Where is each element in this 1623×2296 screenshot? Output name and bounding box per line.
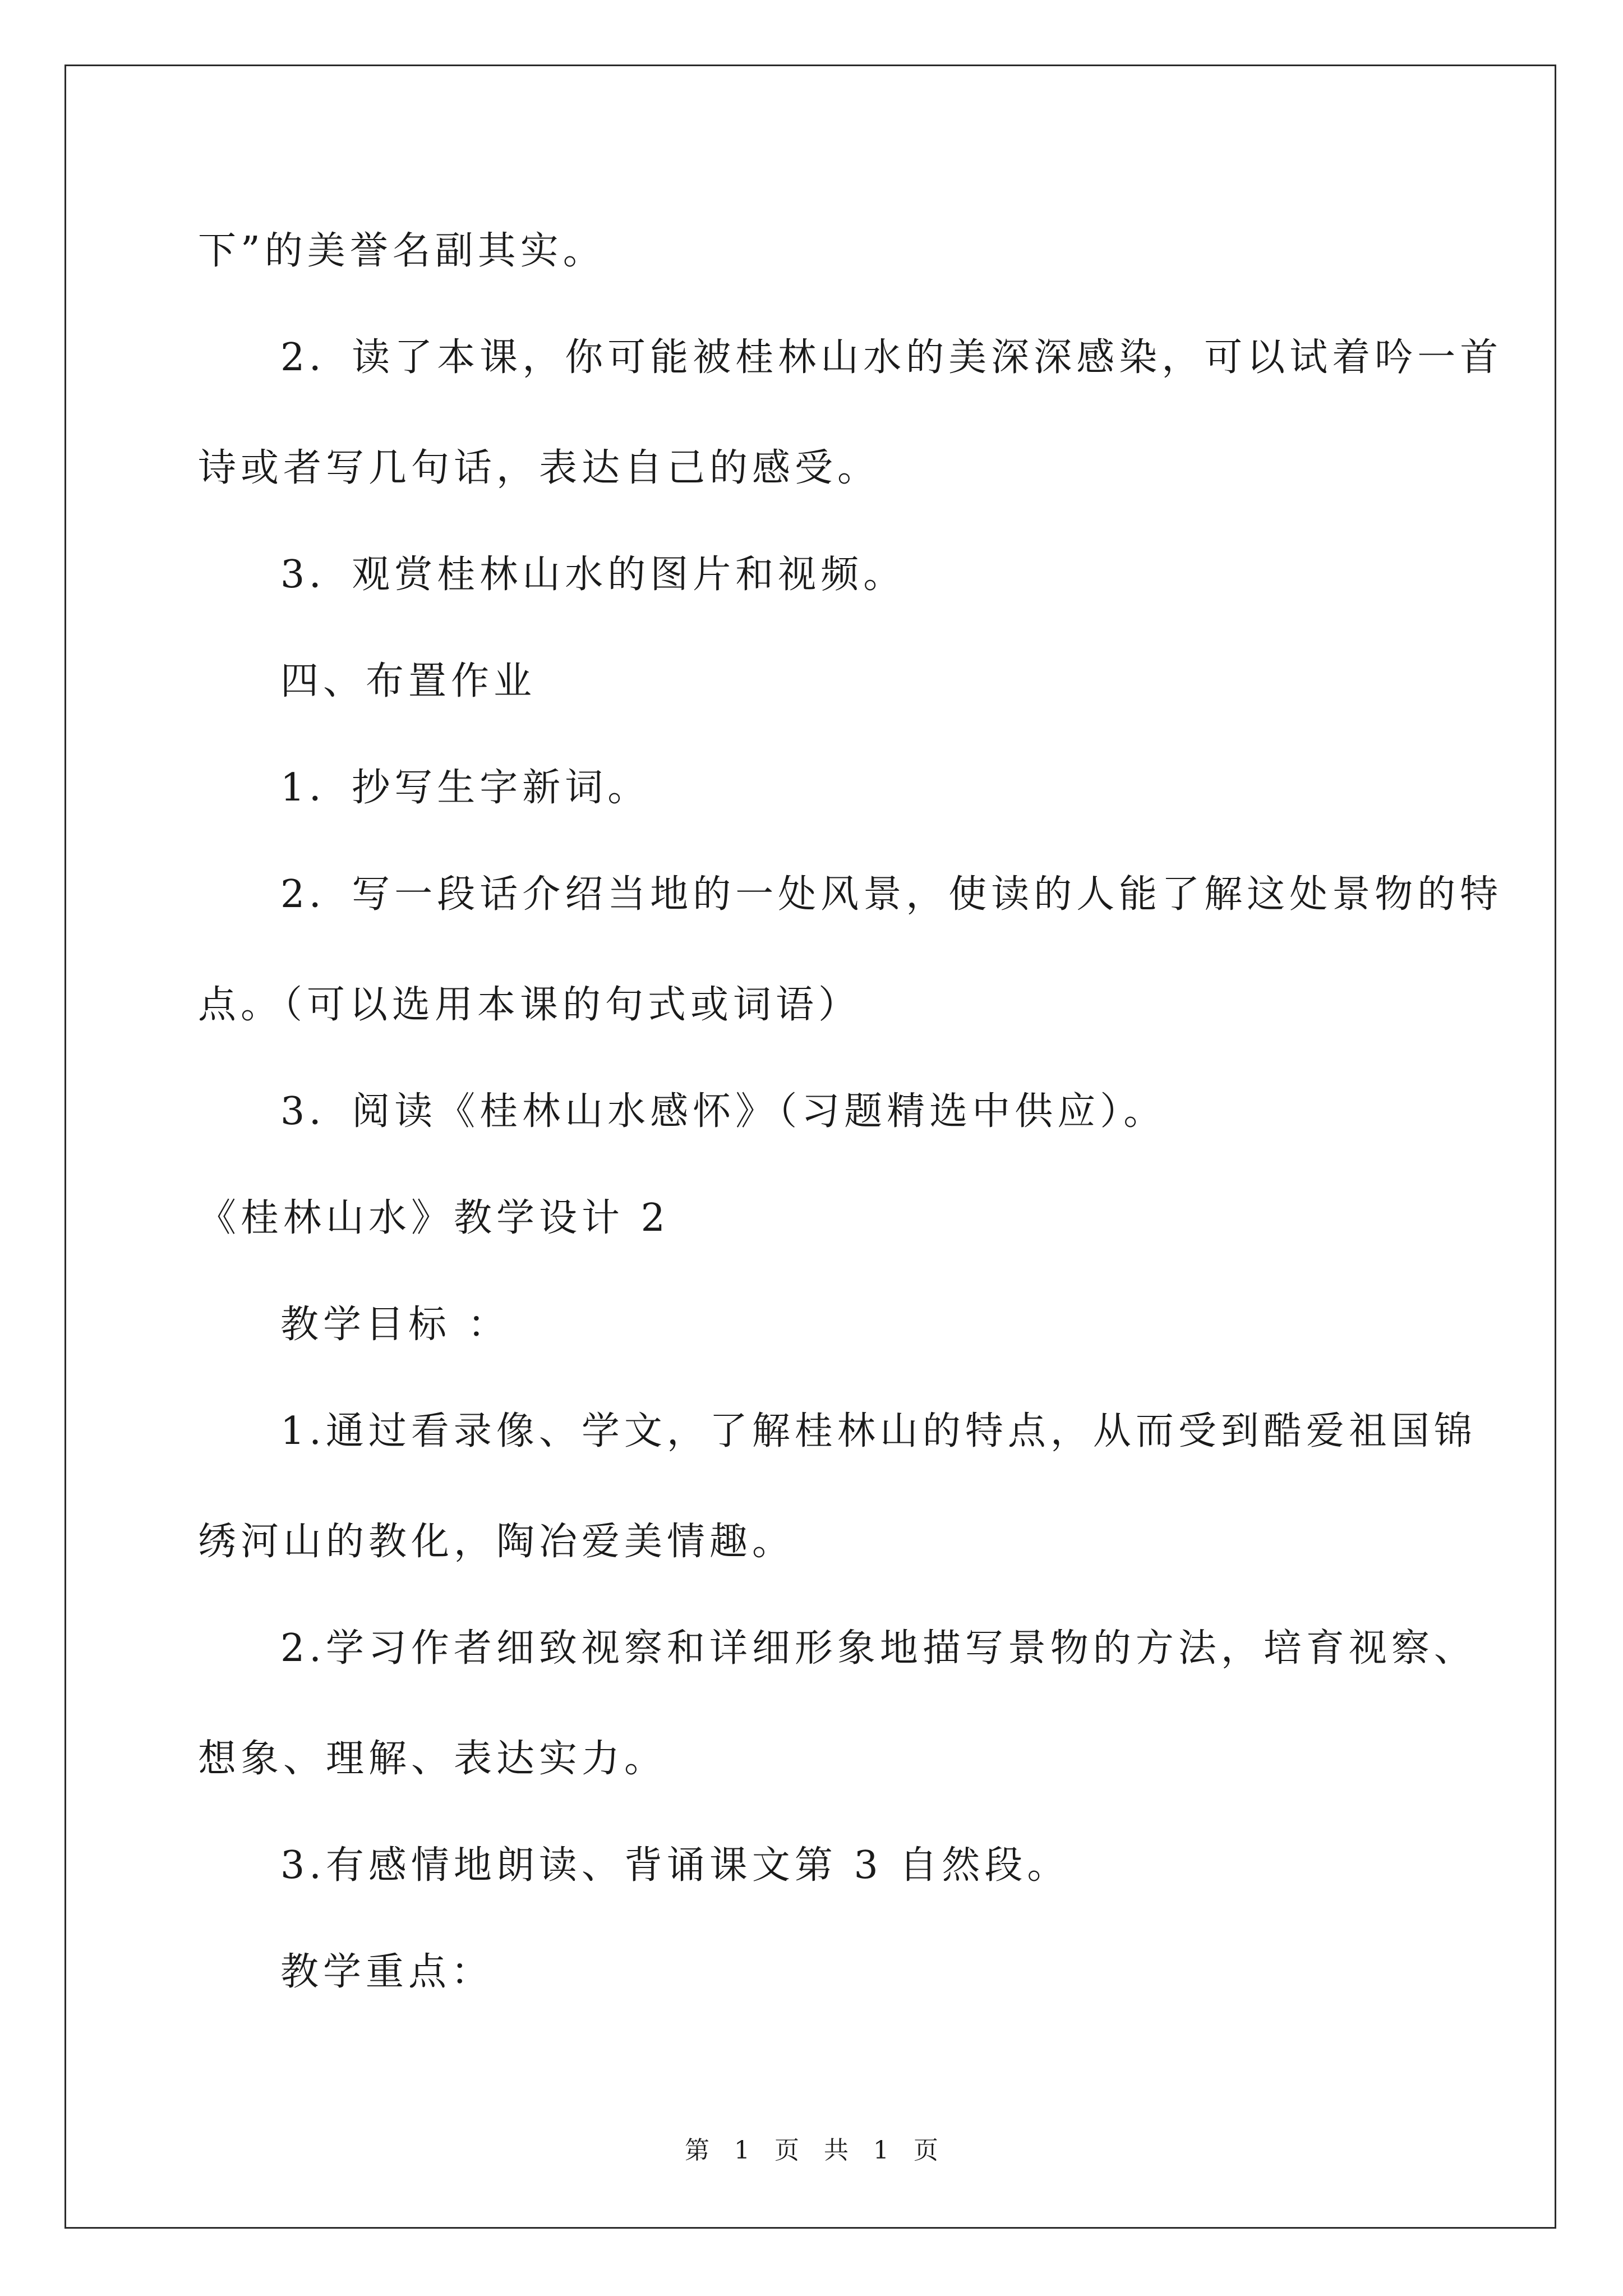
paragraph-line-1: 下”的美誉名副其实。 [198, 229, 606, 273]
paragraph-line-9: 3．阅读《桂林山水感怀》（习题精选中供应）。 [280, 1089, 1166, 1134]
paragraph-line-7: 2．写一段话介绍当地的一处风景，使读的人能了解这处景物的特 [280, 872, 1503, 917]
paragraph-line-12: 1.通过看录像、学文，了解桂林山的特点，从而受到酷爱祖国锦 [280, 1409, 1477, 1453]
document-subtitle: 《桂林山水》教学设计 2 [198, 1196, 670, 1240]
paragraph-line-4: 3．观赏桂林山水的图片和视频。 [280, 553, 906, 597]
paragraph-line-16: 3.有感情地朗读、背诵课文第 3 自然段。 [280, 1843, 1070, 1888]
section-heading-key-points: 教学重点： [280, 1950, 494, 1994]
paragraph-line-14: 2.学习作者细致视察和详细形象地描写景物的方法，培育视察、 [280, 1626, 1477, 1671]
page-footer: 第 1 页 共 1 页 [685, 2136, 938, 2165]
paragraph-line-8: 点。（可以选用本课的句式或词语） [198, 983, 861, 1027]
section-heading-goals: 教学目标 ： [280, 1303, 510, 1347]
paragraph-line-3: 诗或者写几句话，表达自己的感受。 [198, 446, 880, 490]
section-heading-homework: 四、布置作业 [280, 659, 537, 703]
page-border [64, 65, 1556, 2229]
paragraph-line-6: 1．抄写生字新词。 [280, 766, 651, 810]
paragraph-line-13: 绣河山的教化，陶冶爱美情趣。 [198, 1520, 795, 1564]
paragraph-line-15: 想象、理解、表达实力。 [198, 1737, 667, 1781]
paragraph-line-2: 2．读了本课，你可能被桂林山水的美深深感染，可以试着吟一首 [280, 335, 1503, 380]
